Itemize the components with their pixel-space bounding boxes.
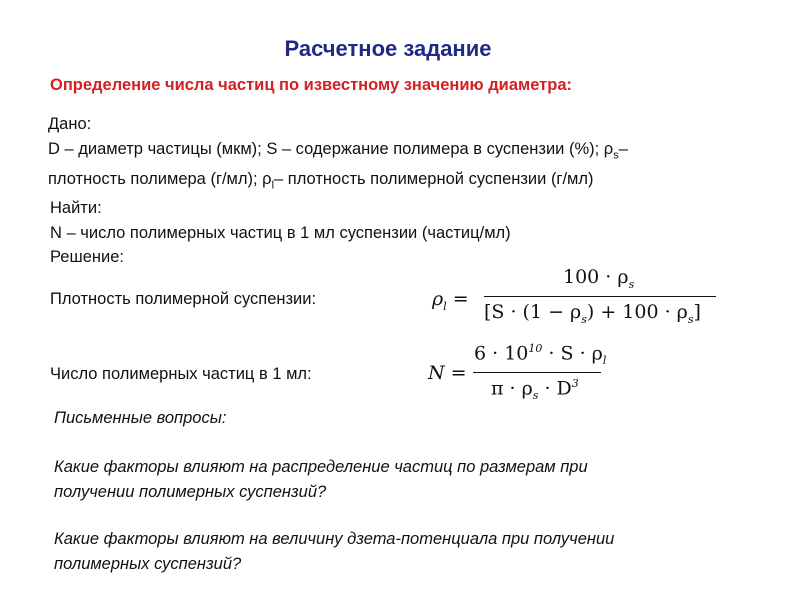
density-equals-sign: = — [452, 288, 469, 310]
count-fraction-bar — [473, 372, 601, 373]
count-denominator-part1: π · ρ — [491, 377, 533, 400]
count-lhs-symbol: N — [428, 362, 445, 384]
density-denominator-sub1: s — [581, 312, 587, 326]
density-numerator-text: 100 · ρ — [563, 266, 629, 288]
given-line-1-text: D – диаметр частицы (мкм); S – содержание полимера в суспензии (%); ρ — [48, 139, 614, 158]
find-line: N – число полимерных частиц в 1 мл суспензии (частиц/мл) — [50, 223, 511, 242]
given-line-1 — [48, 137, 628, 168]
density-numerator-sub: s — [628, 277, 635, 291]
count-numerator-part1: 6 · 10 — [474, 342, 529, 365]
density-lhs-symbol: ρ — [432, 288, 444, 310]
solution-label: Решение: — [50, 248, 124, 266]
count-numerator-sub: l — [602, 354, 607, 368]
density-denominator-part1: [S · (1 − ρ — [484, 301, 582, 323]
question-2 — [54, 527, 614, 576]
density-formula-lhs — [432, 288, 469, 313]
question-1-line-2: получении полимерных суспензий? — [54, 482, 327, 501]
find-label: Найти: — [50, 199, 102, 217]
density-denominator — [484, 301, 701, 326]
count-denominator-exp: 3 — [571, 377, 579, 390]
count-numerator — [474, 342, 606, 367]
find-section — [50, 196, 511, 270]
given-label: Дано: — [48, 115, 92, 133]
given-line-1-sub: s — [613, 148, 619, 161]
density-numerator — [563, 266, 634, 291]
questions-heading: Письменные вопросы: — [54, 409, 227, 427]
given-line-2-sub: l — [271, 179, 275, 192]
count-formula-label: Число полимерных частиц в 1 мл: — [50, 365, 312, 383]
question-1 — [54, 455, 588, 504]
count-numerator-exp: 10 — [528, 342, 543, 355]
density-lhs-sub: l — [443, 299, 447, 313]
page-title: Расчетное задание — [284, 36, 492, 61]
given-section — [48, 112, 628, 198]
count-numerator-part2: · S · ρ — [542, 342, 603, 365]
density-denominator-part2: ) + 100 · ρ — [586, 301, 688, 323]
given-line-1-dash: – — [618, 139, 628, 158]
density-denominator-bracket: ] — [693, 301, 701, 323]
count-denominator-sub: s — [532, 389, 539, 403]
count-formula-lhs — [428, 362, 467, 384]
count-denominator-part2: · D — [538, 377, 572, 400]
question-1-line-1: Какие факторы влияют на распределение частиц по размерам при — [54, 458, 588, 476]
question-2-line-2: полимерных суспензий? — [54, 554, 242, 573]
task-subtitle: Определение числа частиц по известному значению диаметра: — [50, 76, 572, 94]
density-denominator-sub2: s — [687, 312, 694, 326]
count-equals-sign: = — [450, 362, 467, 384]
given-line-2-rest: – плотность полимерной суспензии (г/мл) — [274, 170, 594, 189]
question-2-line-1: Какие факторы влияют на величину дзета-потенциала при получении — [54, 530, 615, 548]
density-formula-label: Плотность полимерной суспензии: — [50, 290, 317, 308]
given-line-2 — [48, 167, 628, 198]
count-denominator — [491, 377, 579, 402]
given-line-2-text: плотность полимера (г/мл); ρ — [48, 170, 272, 189]
density-fraction-bar — [484, 296, 716, 297]
